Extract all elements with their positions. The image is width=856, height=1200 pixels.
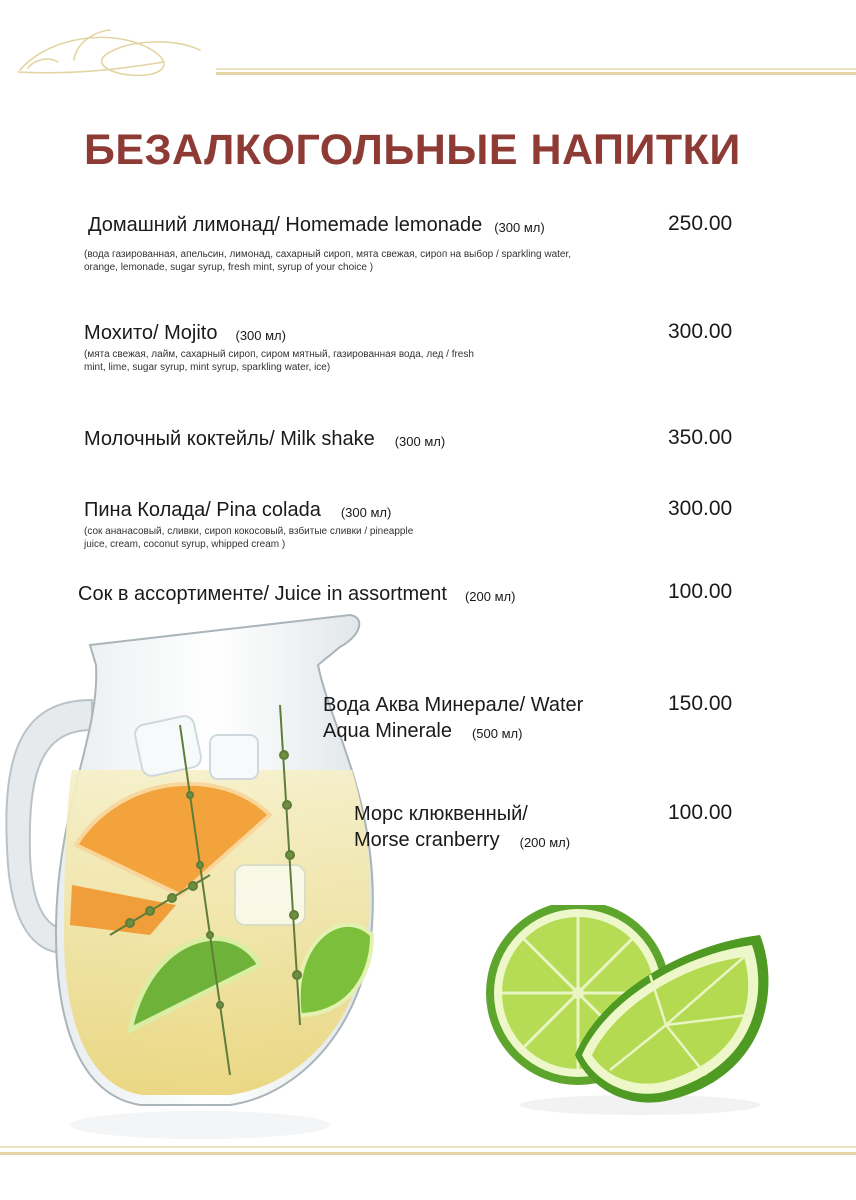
- item-name: Молочный коктейль/ Milk shake: [84, 428, 375, 450]
- item-price: 150.00: [668, 692, 733, 715]
- item-name: Домашний лимонад/ Homemade lemonade: [88, 214, 483, 236]
- item-name-line: Вода Аква Минерале/ Water: [323, 694, 584, 716]
- menu-item-morse: [354, 801, 570, 856]
- item-volume: (500 мл): [471, 726, 523, 741]
- item-name: Пина Колада/ Pina colada: [84, 499, 321, 521]
- item-volume: (300 мл): [494, 220, 545, 235]
- item-price: 300.00: [668, 320, 733, 343]
- item-volume: (300 мл): [340, 505, 392, 520]
- item-price: 350.00: [668, 426, 733, 449]
- ornament-flourish: [14, 22, 204, 84]
- item-volume: (300 мл): [235, 328, 286, 343]
- item-price: 100.00: [668, 801, 733, 824]
- lemonade-pitcher-image: [0, 605, 380, 1150]
- item-name: Сок в ассортименте/ Juice in assortment: [78, 583, 447, 605]
- item-name: Мохито/ Mojito: [84, 322, 218, 344]
- menu-item-homemade-lemonade: [88, 212, 545, 241]
- page-title: БЕЗАЛКОГОЛЬНЫЕ НАПИТКИ: [84, 126, 741, 174]
- item-volume: (300 мл): [394, 434, 446, 449]
- item-volume: (200 мл): [519, 835, 571, 850]
- item-name-line: Aqua Minerale: [323, 720, 452, 742]
- item-volume: (200 мл): [464, 589, 516, 604]
- lime-slices-image: [480, 905, 780, 1120]
- item-description: (сок ананасовый, сливки, сироп кокосовый, взбитые сливки / pineapple juice, cream, coconut syrup, whipped cream ): [84, 526, 414, 550]
- item-description: (вода газированная, апельсин, лимонад, сахарный сироп, мята свежая, сироп на выбор / sparkling water, orange, lemonade, sugar syrup, fresh mint, syrup of your choice ): [84, 249, 572, 273]
- item-price: 300.00: [668, 497, 733, 520]
- item-description: (мята свежая, лайм, сахарный сироп, сиром мятный, газированная вода, лед / fresh mint, lime, sugar syrup, mint syrup, sparkling water, ice): [84, 349, 474, 373]
- top-divider: [216, 68, 856, 76]
- item-price: 100.00: [668, 580, 733, 603]
- menu-item-water: [323, 692, 583, 747]
- item-name-line: Morse cranberry: [354, 829, 500, 851]
- item-price: 250.00: [668, 212, 733, 235]
- menu-item-milk-shake: [84, 426, 445, 455]
- menu-item-mojito: [84, 320, 286, 349]
- menu-item-pina-colada: [84, 497, 391, 526]
- item-name-line: Морс клюквенный/: [354, 803, 528, 825]
